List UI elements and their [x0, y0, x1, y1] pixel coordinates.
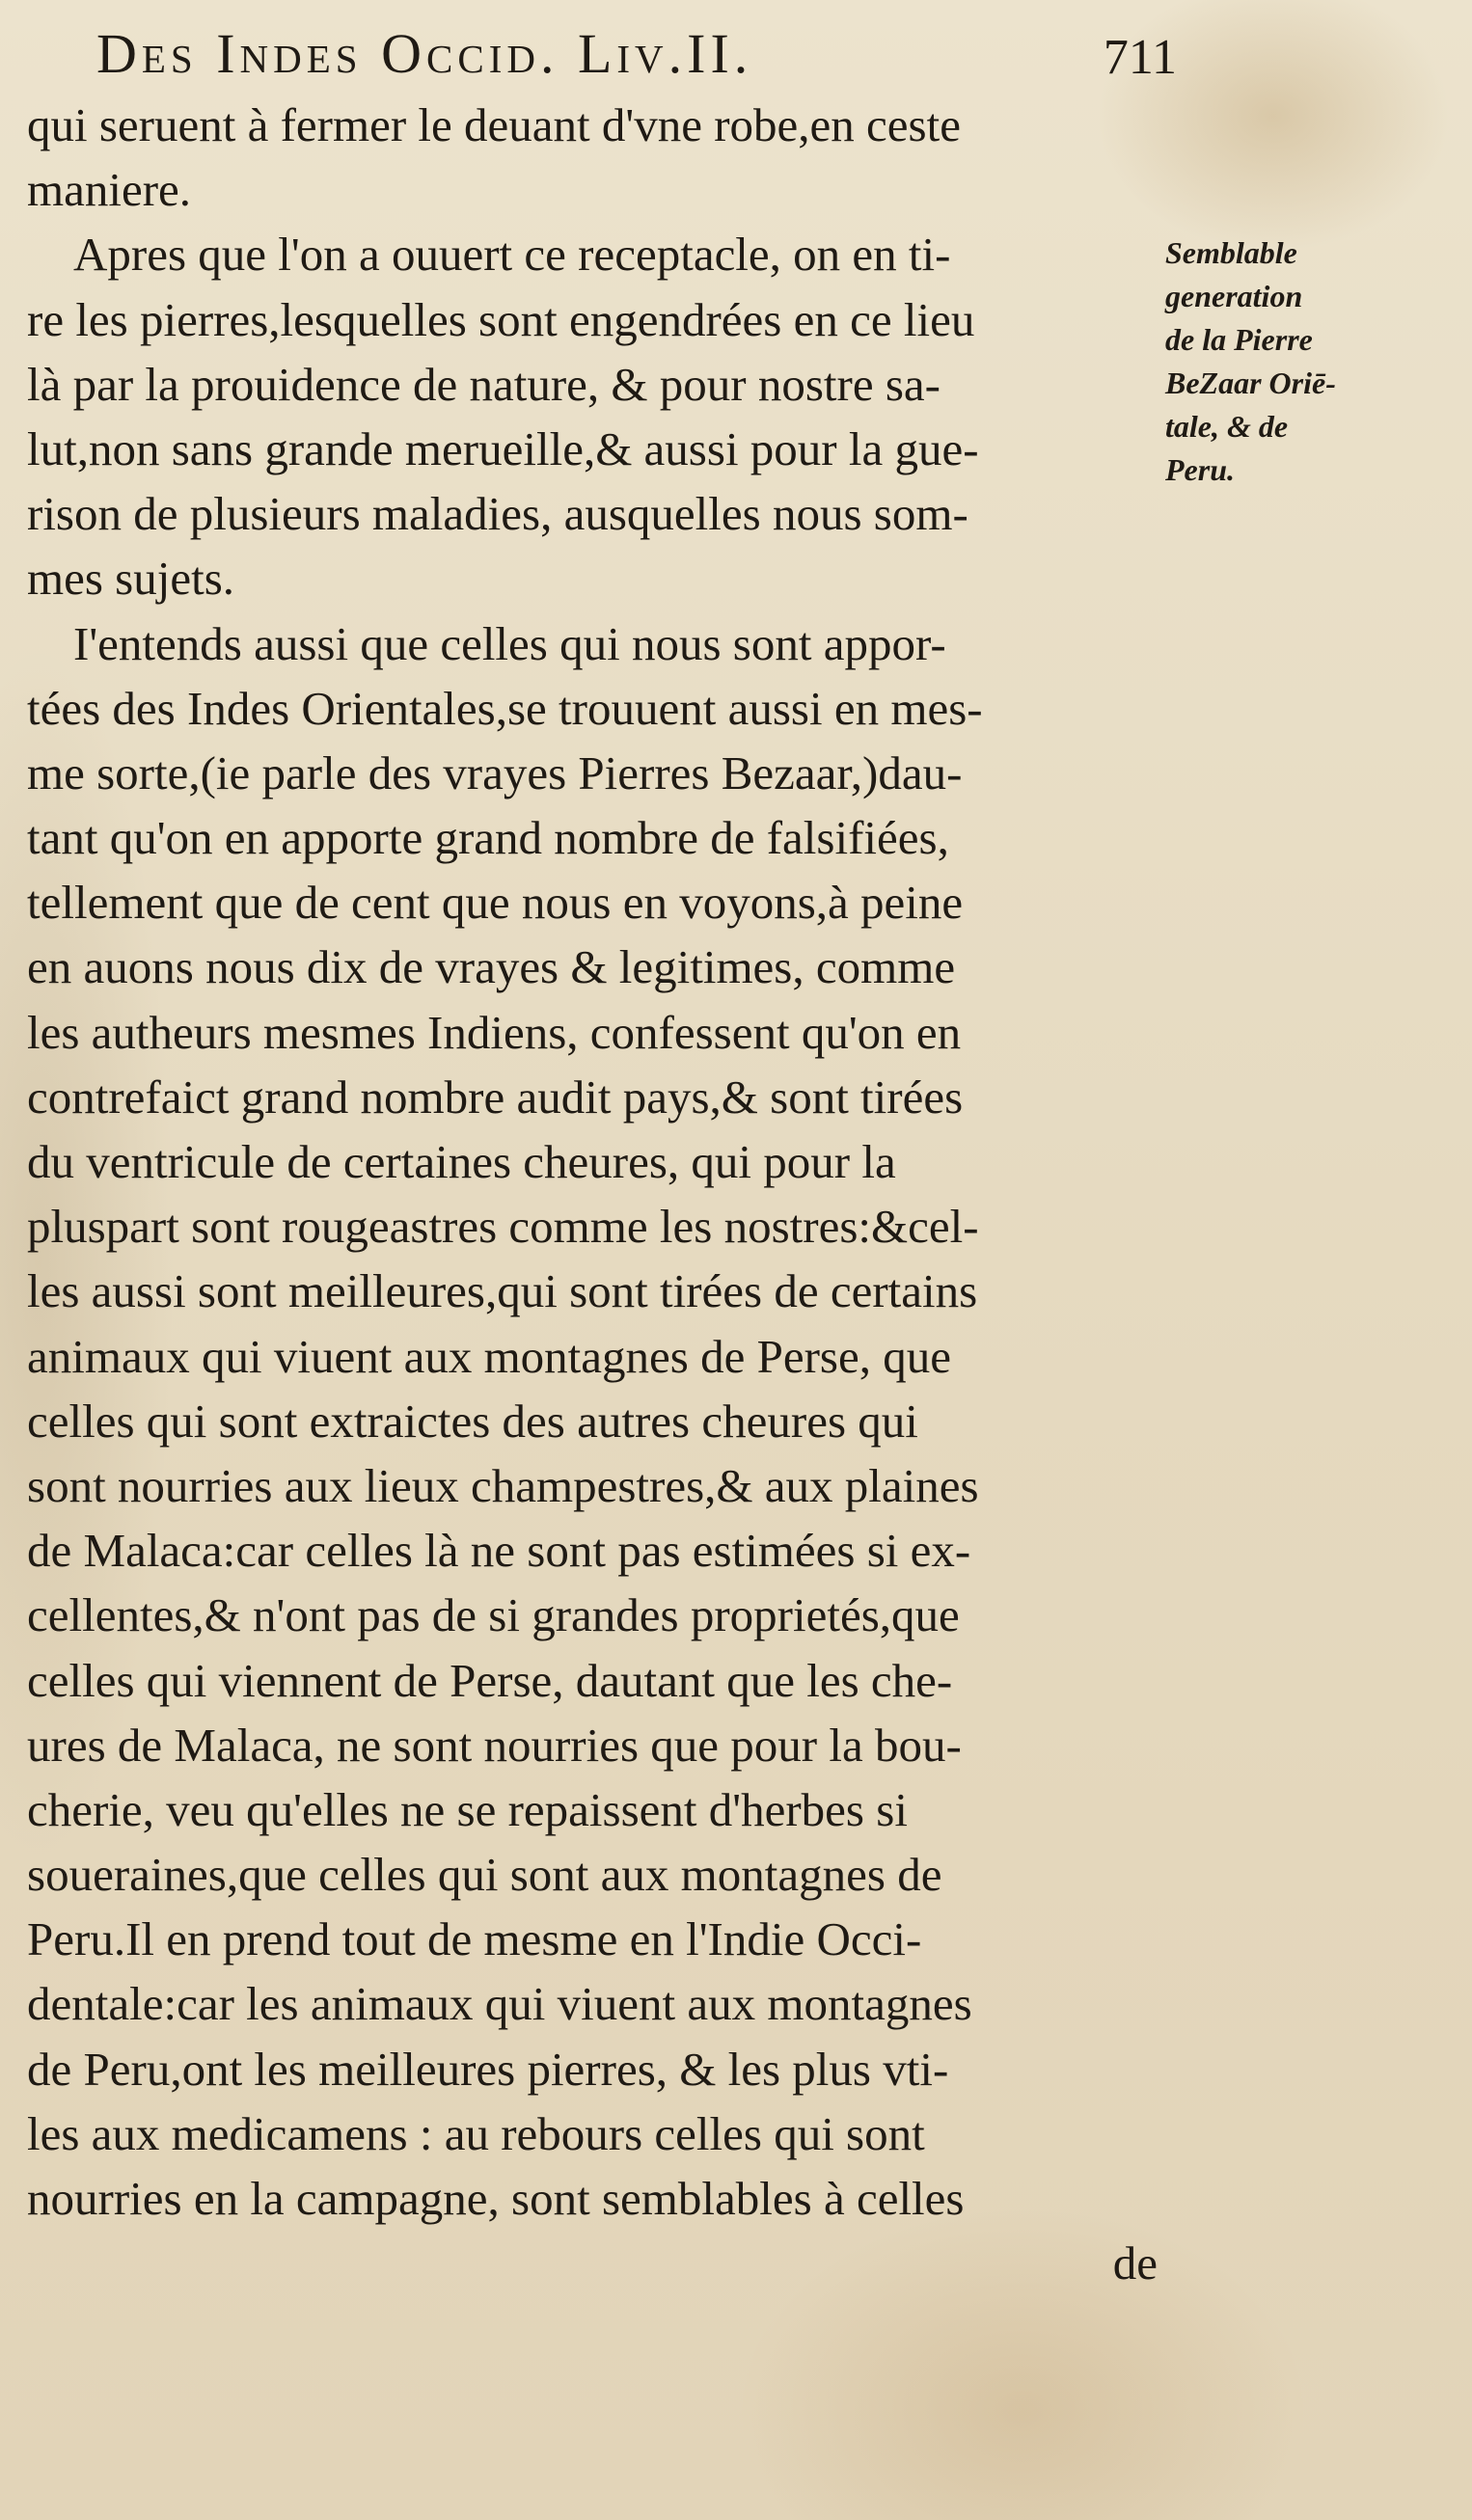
text-line: I'entends aussi que celles qui nous sont appor-: [73, 616, 946, 670]
text-line: tant qu'on en apporte grand nombre de falsifiées,: [27, 811, 949, 865]
text-line: les autheurs mesmes Indiens, confessent qu'on en: [27, 1005, 962, 1059]
text-line: lut,non sans grande merueille,& aussi pour la gue-: [27, 421, 979, 475]
text-line: nourries en la campagne, sont semblables à celles: [27, 2172, 965, 2225]
text-line: pluspart sont rougeastres comme les nostres:&cel-: [27, 1200, 979, 1254]
running-head: Des Indes Occid. Liv.II.: [96, 22, 753, 85]
text-line: sont nourries aux lieux champestres,& aux plaines: [27, 1458, 979, 1512]
text-line: en auons nous dix de vrayes & legitimes, comme: [27, 940, 956, 994]
margin-note-line: generation: [1165, 279, 1303, 313]
text-line: animaux qui viuent aux montagnes de Perse, que: [27, 1329, 951, 1383]
text-line: qui seruent à fermer le deuant d'vne robe,en ceste: [27, 98, 961, 151]
text-line: de Peru,ont les meilleures pierres, & les plus vti-: [27, 2042, 949, 2096]
margin-note-line: Peru.: [1165, 452, 1235, 487]
text-line: les aux medicamens : au rebours celles qui sont: [27, 2106, 925, 2160]
text-line: celles qui viennent de Perse, dautant que les che-: [27, 1653, 953, 1707]
text-line: me sorte,(ie parle des vrayes Pierres Bezaar,)dau-: [27, 745, 963, 799]
text-line: rison de plusieurs maladies, ausquelles nous som-: [27, 487, 968, 541]
text-line: les aussi sont meilleures,qui sont tirées de certains: [27, 1264, 978, 1318]
text-line: celles qui sont extraictes des autres cheures qui: [27, 1394, 918, 1448]
page-header: [96, 21, 1177, 87]
text-line: maniere.: [27, 163, 192, 217]
text-line: là par la prouidence de nature, & pour nostre sa-: [27, 357, 940, 411]
margin-note-line: de la Pierre: [1165, 322, 1313, 357]
text-line: tellement que de cent que nous en voyons,à peine: [27, 876, 964, 930]
text-line: soueraines,que celles qui sont aux montagnes de: [27, 1848, 942, 1902]
text-line: Apres que l'on a ouuert ce receptacle, on en ti-: [73, 228, 951, 282]
text-line: Peru.Il en prend tout de mesme en l'Indie Occi-: [27, 1912, 922, 1966]
text-line: tées des Indes Orientales,se trouuent aussi en mes-: [27, 681, 983, 735]
text-line: cellentes,& n'ont pas de si grandes proprietés,que: [27, 1588, 960, 1642]
text-line: re les pierres,lesquelles sont engendrées en ce lieu: [27, 292, 975, 346]
body-text: [27, 93, 1158, 2295]
text-line: mes sujets.: [27, 552, 235, 606]
margin-note-line: BeZaar Oriē-: [1165, 366, 1336, 400]
text-line: dentale:car les animaux qui viuent aux montagnes: [27, 1977, 972, 2031]
margin-note: [1165, 231, 1455, 492]
margin-note-line: tale, & de: [1165, 409, 1289, 444]
text-line: contrefaict grand nombre audit pays,& sont tirées: [27, 1070, 964, 1124]
text-line: cherie, veu qu'elles ne se repaissent d'herbes si: [27, 1782, 908, 1836]
text-line: ures de Malaca, ne sont nourries que pour la bou-: [27, 1718, 962, 1772]
text-line: de Malaca:car celles là ne sont pas estimées si ex-: [27, 1524, 971, 1578]
catchword: de: [1112, 2236, 1158, 2290]
text-line: du ventricule de certaines cheures, qui pour la: [27, 1135, 896, 1188]
page-number: 711: [1103, 30, 1177, 85]
margin-note-line: Semblable: [1165, 235, 1297, 270]
